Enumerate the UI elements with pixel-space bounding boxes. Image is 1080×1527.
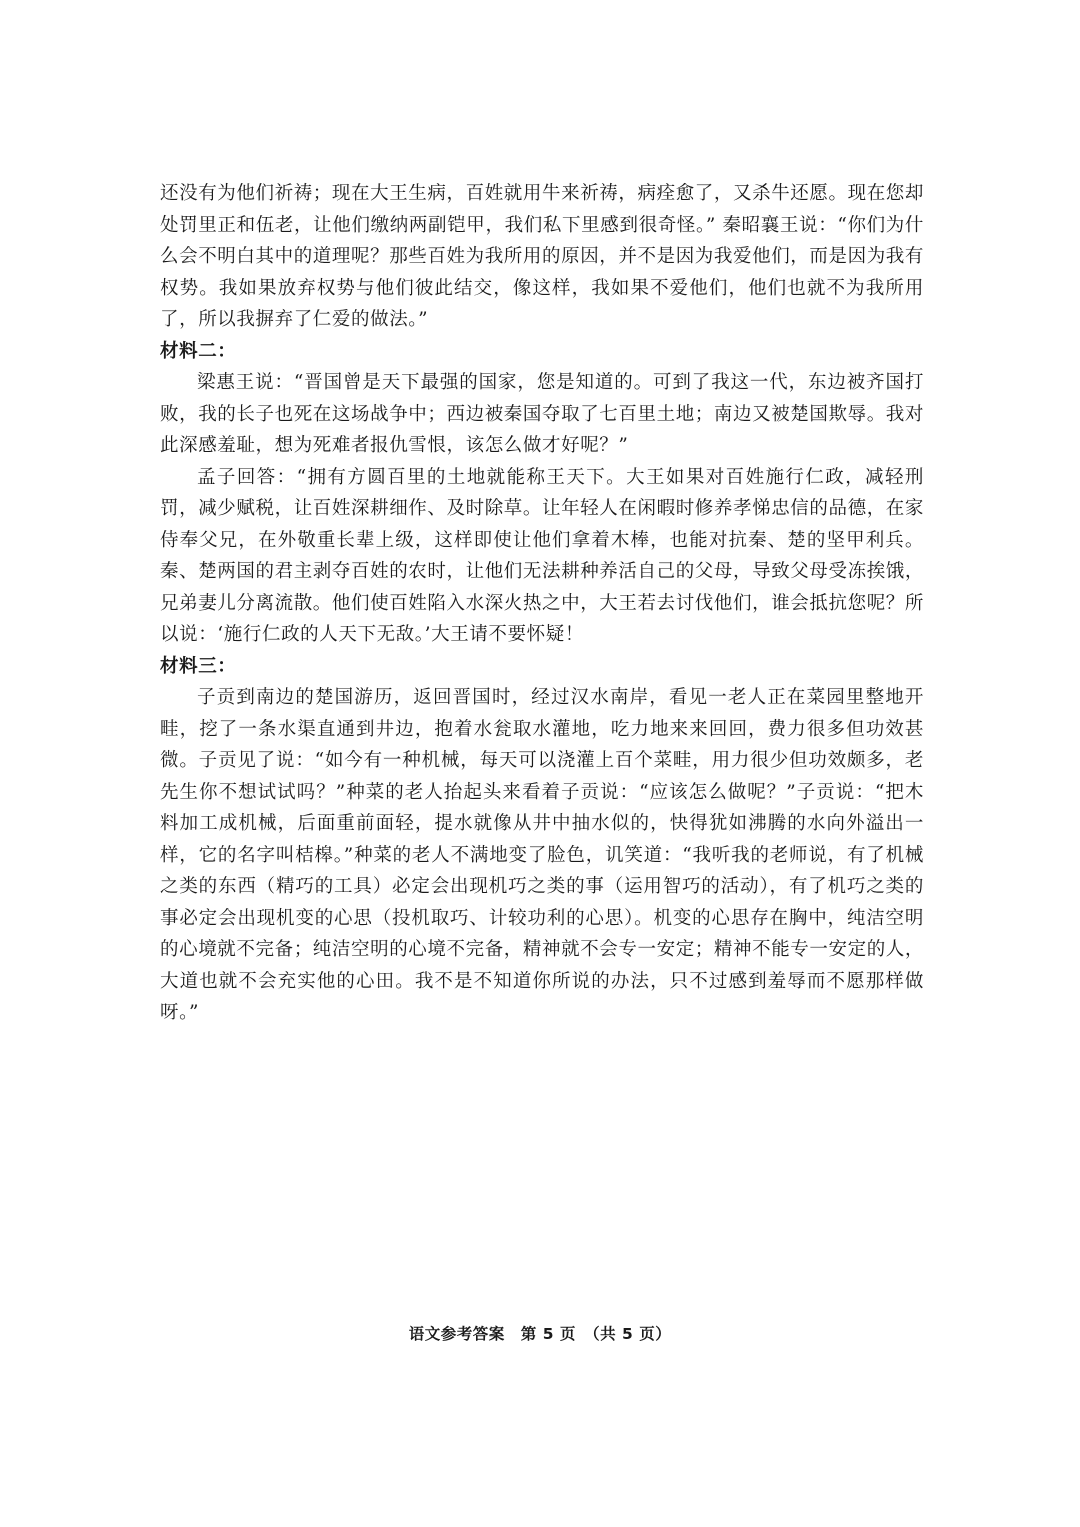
- paragraph-zigong-story: 子贡到南边的楚国游历，返回晋国时，经过汉水南岸，看见一老人正在菜园里整地开畦，挖了一条水渠直通到井边，抱着水瓮取水灌地，吃力地来来回回，费力很多但功效甚微。子贡见了说：“如今有一种机械，每天可以浇灌上百个菜畦，用力很少但功效颇多，老先生你不想试试吗？”种菜的老人抬起头来看着子贡说：“应该怎么做呢？”子贡说：“把木料加工成机械，后面重前面轻，提水就像从井中抽水似的，快得犹如沸腾的水向外溢出一样，它的名字叫桔槔。”种菜的老人不满地变了脸色，讥笑道：“我听我的老师说，有了机械之类的东西（精巧的工具）必定会出现机巧之类的事（运用智巧的活动），有了机巧之类的事必定会出现机变的心思（投机取巧、计较功利的心思）。机变的心思存在胸中，纯洁空明的心境就不完备；纯洁空明的心境不完备，精神就不会专一安定；精神不能专一安定的人，大道也就不会充实他的心田。我不是不知道你所说的办法，只不过感到羞辱而不愿那样做呀。”: [160, 687, 925, 1023]
- page-footer: 语文参考答案 第 5 页 （共 5 页）: [408, 1325, 672, 1343]
- document-body: [160, 178, 924, 1029]
- section-heading-material-2: 材料二：: [160, 340, 237, 362]
- paragraph-king-hui-of-liang: 梁惠王说：“晋国曾是天下最强的国家，您是知道的。可到了我这一代，东边被齐国打败，我的长子也死在这场战争中；西边被秦国夺取了七百里土地；南边又被楚国欺辱。我对此深感羞耻，想为死难者报仇雪恨，该怎么做才好呢？”: [160, 372, 925, 456]
- paragraph-continuation: 还没有为他们祈祷；现在大王生病，百姓就用牛来祈祷，病痊愈了，又杀牛还愿。现在您却处罚里正和伍老，让他们缴纳两副铠甲，我们私下里感到很奇怪。” 秦昭襄王说：“你们为什么会不明白其中的道理呢？那些百姓为我所用的原因，并不是因为我爱他们，而是因为我有权势。我如果放弃权势与他们彼此结交，像这样，我如果不爱他们，他们也就不为我所用了，所以我摒弃了仁爱的做法。”: [160, 183, 925, 330]
- section-heading-material-3: 材料三：: [160, 655, 237, 677]
- paragraph-mencius-reply: 孟子回答：“拥有方圆百里的土地就能称王天下。大王如果对百姓施行仁政，减轻刑罚，减少赋税，让百姓深耕细作、及时除草。让年轻人在闲暇时修养孝悌忠信的品德，在家侍奉父兄，在外敬重长辈上级，这样即使让他们拿着木棒，也能对抗秦、楚的坚甲利兵。秦、楚两国的君主剥夺百姓的农时，让他们无法耕种养活自己的父母，导致父母受冻挨饿，兄弟妻儿分离流散。他们使百姓陷入水深火热之中，大王若去讨伐他们，谁会抵抗您呢？所以说：‘施行仁政的人天下无敌。’大王请不要怀疑！: [160, 466, 925, 645]
